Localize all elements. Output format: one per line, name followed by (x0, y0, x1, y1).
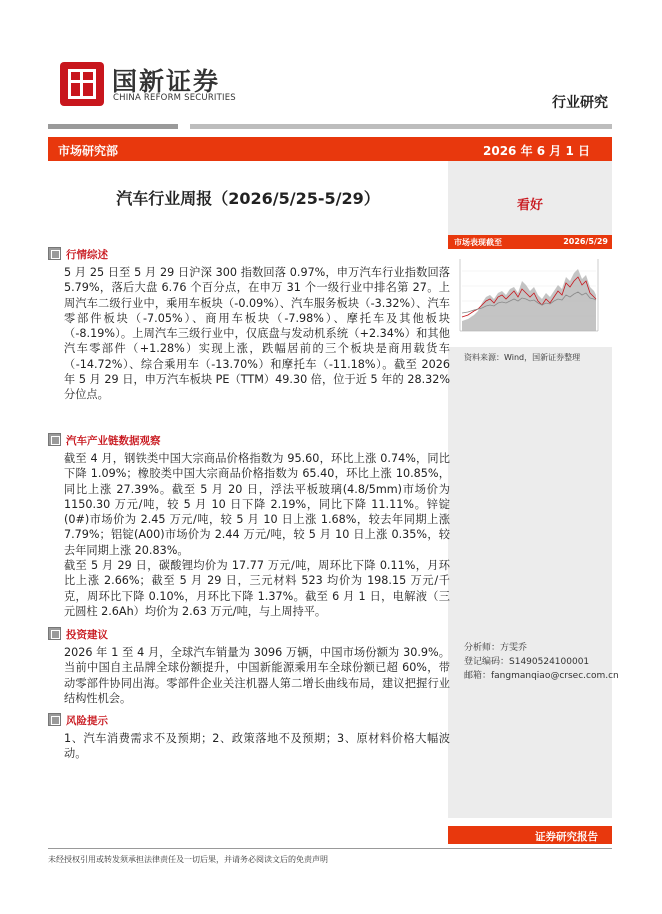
company-logo (60, 62, 250, 106)
chart-area-series (462, 269, 596, 331)
section-title: 风险提示 (66, 715, 108, 727)
footer-label: 证券研究报告 (535, 831, 598, 843)
section-paragraph: 1、汽车消费需求不及预期；2、政策落地不及预期；3、原材料价格大幅波动。 (64, 732, 450, 761)
logo-english-name: CHINA REFORM SECURITIES (113, 93, 236, 103)
section-paragraph: 5 月 25 日至 5 月 29 日沪深 300 指数回落 0.97%，申万汽车行业指数回落 5.79%，落后大盘 6.76 个百分点，在申万 31 个一级行业中排名第 27。上周汽车二级行业中，乘用车板块（-0.09%）、汽车服务板块（-3.32%）、汽车零部件板块（-7.05%）、商用车板块（-7.98%）、摩托车及其他板块（-8.19%）。上周汽车三级行业中，仅底盘与发动机系统（+2.34%）和其他汽车零部件（+1.28%）实现上涨，跌幅居前的三个板块是商用载货车（-14.72%）、综合乘用车（-13.70%）和摩托车（-11.18%）。截至 2026 年 5 月 29 日，申万汽车板块 PE（TTM）49.30 倍，位于近 5 年的 28.32%分位点。 (64, 266, 450, 402)
section-title: 汽车产业链数据观察 (66, 435, 161, 447)
section-title: 行情综述 (66, 249, 108, 261)
section-paragraph: 截至 5 月 29 日，碳酸锂均价为 17.77 万元/吨，周环比下降 0.11%，月环比上涨 2.66%；截至 5 月 29 日，三元材料 523 均价为 198.15 万元/千克，周环比下降 0.10%，月环比下降 1.37%。截至 6 月 1 日，电解液（三元圆柱 2.6Ah）均价为 2.63 万元/吨，与上周持平。 (64, 559, 450, 618)
section-paragraph: 2026 年 1 至 4 月，全球汽车销量为 3096 万辆，中国市场份额为 30.9%。当前中国自主品牌全球份额提升，中国新能源乘用车全球份额已超 60%，带动零部件协同出海。零部件企业关注机器人第二增长曲线布局，建议把握行业结构性机会。 (64, 646, 450, 705)
header-stripe (48, 124, 178, 129)
section-marker-icon (48, 713, 61, 726)
analyst-registration: 登记编码：S1490524100001 (464, 657, 590, 667)
header-bar (48, 137, 612, 161)
report-type: 行业研究 (552, 95, 608, 111)
footer-bar (448, 826, 612, 844)
header-stripe-long (190, 124, 612, 129)
market-performance-chart (448, 235, 612, 347)
logo-chinese-name: 国新证券 (112, 67, 221, 96)
section-title: 投资建议 (66, 629, 108, 641)
department-label: 市场研究部 (58, 144, 119, 158)
industry-rating: 看好 (516, 198, 543, 213)
chart-graphic (448, 251, 612, 345)
section-marker-icon (48, 433, 61, 446)
report-date: 2026 年 6 月 1 日 (483, 144, 590, 158)
analyst-name: 分析师：方雯乔 (464, 643, 528, 653)
disclaimer: 未经授权引用或转发须承担法律责任及一切后果，并请务必阅读文后的免责声明 (48, 855, 328, 864)
analyst-info (464, 641, 619, 683)
chart-header (448, 235, 612, 249)
footer-divider (48, 848, 612, 849)
report-title: 汽车行业周报（2026/5/25-5/29） (116, 189, 380, 208)
analyst-email: 邮箱：fangmanqiao@crsec.com.cn (464, 671, 619, 681)
section-marker-icon (48, 627, 61, 640)
logo-mark-icon (60, 62, 104, 106)
chart-source-note: 资料来源：Wind，国新证券整理 (464, 353, 581, 362)
section-marker-icon (48, 247, 61, 260)
chart-title: 市场表现截至 (454, 238, 502, 247)
chart-date: 2026/5/29 (563, 237, 608, 246)
section-paragraph: 截至 4 月，钢铁类中国大宗商品价格指数为 95.60，环比上涨 0.74%，同比下降 1.09%；橡胶类中国大宗商品价格指数为 65.40，环比上涨 10.85%，同比上涨 27.39%。截至 5 月 20 日，浮法平板玻璃(4.8/5mm)市场价为 1150.30 万元/吨，较 5 月 10 日下降 2.19%，同比下降 11.11%。锌锭(0#)市场价为 2.45 万元/吨，较 5 月 10 日上涨 1.68%，较去年同期上涨 7.79%；铝锭(A00)市场价为 2.44 万元/吨，较 5 月 10 日上涨 0.35%，较去年同期上涨 20.83%。 (64, 452, 450, 557)
